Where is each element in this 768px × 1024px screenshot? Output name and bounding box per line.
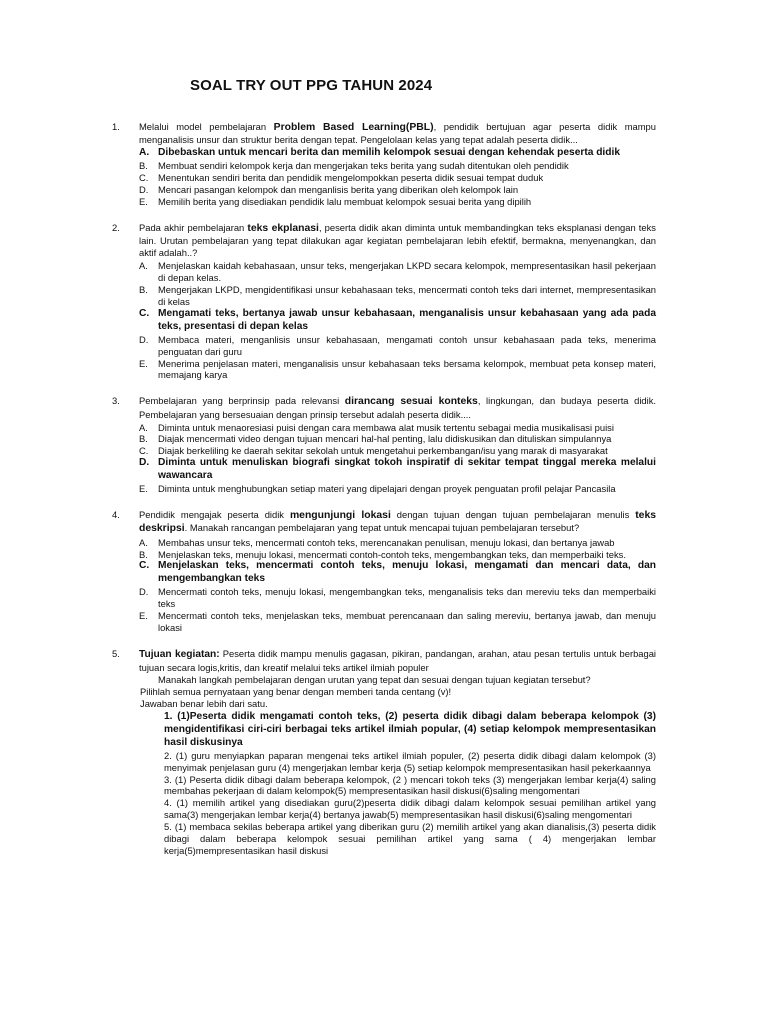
- question-stem: [139, 395, 656, 420]
- question-stem: [139, 509, 656, 535]
- question-1: [112, 121, 656, 208]
- option-text: Memilih berita yang disediakan pendidik lalu membuat kelompok sesuai berita yang dipilih: [158, 195, 532, 207]
- option-item: [139, 160, 656, 172]
- option-item: [139, 308, 656, 334]
- option-text: Mengerjakan LKPD, mengidentifikasi unsur kebahasaan teks, mencermati contoh teks dari internet, mempresentasikan di kelas: [158, 283, 656, 307]
- option-text: Mencari pasangan kelompok dan menganlisis berita yang diberikan oleh kelompok lain: [158, 184, 519, 196]
- option-item: [139, 445, 656, 457]
- option-letter: B.: [139, 548, 148, 560]
- stem-text: Pendidik mengajak peserta didik: [139, 509, 290, 521]
- stem-text: dengan tujuan dengan tujuan pembelajaran menulis: [390, 509, 636, 521]
- stem-keyword: Problem Based Learning(PBL): [273, 122, 434, 134]
- stem-keyword: mengunjungi lokasi: [289, 510, 391, 522]
- question-5: [112, 648, 656, 686]
- stem-keyword: teks ekplanasi: [247, 222, 319, 234]
- option-item: [139, 549, 656, 561]
- option-text: Diminta untuk menghubungkan setiap materi yang dipelajari dengan proyek penguatan profil pelajar Pancasila: [158, 483, 616, 495]
- option-letter: C.: [139, 307, 150, 319]
- question-number: 3.: [112, 395, 120, 407]
- option-item: [139, 433, 656, 445]
- option-letter: A.: [139, 536, 148, 548]
- page-title: SOAL TRY OUT PPG TAHUN 2024: [190, 77, 433, 94]
- option-letter: B.: [139, 433, 148, 445]
- option-item: [139, 358, 656, 382]
- option-text: Diminta untuk menaoresiasi puisi dengan cara membawa alat musik tertentu sebagai media musikalisasi puisi: [158, 421, 614, 433]
- option-text: Dibebaskan untuk mencari berita dan memilih kelompok sesuai dengan kehendak peserta didik: [158, 147, 620, 159]
- option-text: Mengamati teks, bertanya jawab unsur kebahasaan, menganalisis unsur kebahasaan yang ada pada teks, presentasi di depan kelas: [158, 307, 656, 332]
- option-letter: D.: [139, 457, 150, 469]
- option-text: Menjelaskan teks, mencermati contoh teks, menuju lokasi, mengamati dan mencari data, dan mengembangkan teks: [158, 560, 656, 585]
- option-letter: C.: [139, 560, 150, 572]
- stem-text: , pendidik bertujuan agar peserta didik mampu menganalisis unsur dan struktur berita dengan tepat. Pengelolaan kelas yang tepat adalah peserta didik...: [139, 121, 656, 146]
- stem-keyword: teks deskripsi: [139, 510, 656, 535]
- question-stem: [139, 121, 656, 146]
- question-4: [112, 509, 656, 634]
- stem-text: , peserta didik akan diminta untuk membandingkan teks eksplanasi dengan teks lain. Urutan pembelajaran yang tepat dilakukan agar kegiatan pembelajaran lebih efektif, bermakna, menyenangkan, dan aktif adalah..?: [139, 221, 656, 259]
- option-item: [139, 560, 656, 586]
- option-item: [139, 457, 656, 483]
- option-text: Membahas unsur teks, mencermati contoh teks, merencanakan penulisan, menuju lokasi, dan bertanya jawab: [158, 536, 615, 548]
- option-text: Menentukan sendiri berita dan pendidik mengelompokkan peserta didik sesuai tempat duduk: [158, 172, 544, 184]
- option-text: Diajak berkeliling ke daerah sekitar sekolah untuk mengetahui perkembangan/isu yang marak di masyarakat: [158, 445, 608, 457]
- option-item: [139, 147, 656, 160]
- answer-item: 3. (1) Peserta didik dibagi dalam beberapa kelompok, (2 ) mencari tokoh teks (3) mengerjakan lembar kerja(4) saling membahas pekerjaan di dalam kelompok(5) mempresentasikan hasil diskusi(6)saling mengomentari: [164, 773, 656, 797]
- stem-keyword: dirancang sesuai konteks: [344, 396, 478, 408]
- option-text: Diajak mencermati video dengan tujuan mencari hal-hal penting, lalu didiskusikan dan dituliskan simpulannya: [158, 433, 612, 445]
- option-letter: B.: [139, 160, 148, 172]
- option-letter: C.: [139, 445, 149, 457]
- option-item: [139, 284, 656, 308]
- option-list: [139, 537, 656, 635]
- question-prompt: Manakah langkah pembelajaran dengan urutan yang tepat dan sesuai dengan tujuan kegiatan tersebut?: [158, 674, 591, 685]
- option-letter: E.: [139, 357, 148, 369]
- goal-label: Tujuan kegiatan:: [139, 649, 220, 661]
- option-letter: E.: [139, 195, 148, 207]
- option-list: [139, 147, 656, 208]
- option-letter: A.: [139, 147, 150, 159]
- instruction-line: Pilihlah semua pernyataan yang benar dengan memberi tanda centang (v)!: [140, 685, 452, 697]
- instruction-line: Jawaban benar lebih dari satu.: [140, 697, 268, 709]
- option-item: [139, 184, 656, 196]
- question-2: [112, 222, 656, 381]
- question-number: 1.: [112, 121, 120, 133]
- answer-list: [164, 711, 656, 857]
- question-number: 2.: [112, 221, 120, 233]
- option-item: [139, 260, 656, 284]
- stem-text: Pembelajaran yang berprinsip pada relevansi: [139, 395, 345, 407]
- option-letter: A.: [139, 421, 148, 433]
- stem-text: Melalui model pembelajaran: [139, 121, 274, 133]
- option-text: Mencermati contoh teks, menjelaskan teks, membuat perencanaan dan saling mereviu, bertanya jawab, dan menuju lokasi: [158, 610, 656, 634]
- option-item: [139, 172, 656, 184]
- question-number: 4.: [112, 509, 120, 521]
- answer-item: 5. (1) membaca sekilas beberapa artikel yang diberikan guru (2) memilih artikel yang akan dianalisis,(3) peserta didik dibagi dalam beberapa kelompok sesuai pemilihan artikel yang sama ( 4) mengerjakan lembar kerja(5)mempresentasikan hasil diskusi: [164, 821, 656, 857]
- answer-item: 4. (1) memilih artikel yang disediakan guru(2)peserta didik dibagi dalam kelompok sesuai pemilihan artikel yang sama(3) mengerjakan lembar kerja(4) bertanya jawab(5) mempresentasikan hasil diskusi(6)saling mengomentari: [164, 797, 656, 821]
- stem-text: . Manakah rancangan pembelajaran yang tepat untuk mencapai tujuan pembelajaran tersebut?: [184, 522, 580, 534]
- stem-text: , lingkungan, dan budaya peserta didik. Pembelajaran yang bersesuaian dengan prinsip tersebut adalah peserta didik....: [139, 395, 657, 420]
- option-letter: D.: [139, 333, 149, 345]
- option-letter: D.: [139, 586, 149, 598]
- answer-item: 1. (1)Peserta didik mengamati contoh teks, (2) peserta didik dibagi dalam beberapa kelompok (3) mengidentifikasi ciri-ciri berbagai teks artikel ilmiah popular, (4) setiap kelompok mempresentasikan hasil diskusinya: [164, 710, 656, 748]
- option-item: [139, 610, 656, 634]
- option-list: [139, 260, 656, 381]
- option-letter: D.: [139, 184, 149, 196]
- option-item: [139, 483, 656, 495]
- option-letter: C.: [139, 172, 149, 184]
- option-text: Membaca materi, menganlisis unsur kebahasaan, mengamati contoh unsur kebahasaan pada teks, menerima penguatan dari guru: [158, 333, 656, 357]
- question-stem: [139, 222, 656, 259]
- option-letter: A.: [139, 259, 148, 271]
- option-list: [139, 422, 656, 496]
- question-stem: [139, 648, 656, 674]
- answer-item: 2. (1) guru menyiapkan paparan mengenai teks artikel ilmiah populer, (2) peserta didik dibagi dalam kelompok (3) menyimak penjelasan guru (4) mengerjakan lembar kerja (5) setiap kelompok mempresentasikan hasil pekerkaannya: [164, 749, 656, 773]
- option-text: Menjelaskan teks, menuju lokasi, mencermati contoh-contoh teks, mengembangkan teks, dan memperbaiki teks.: [158, 548, 626, 560]
- option-letter: E.: [139, 483, 148, 495]
- option-text: Menerima penjelasan materi, menganalisis unsur kebahasaan teks bersama kelompok, membuat peta konsep materi, memajang karya: [158, 357, 656, 381]
- option-item: [139, 422, 656, 434]
- goal-text: Peserta didik mampu menulis gagasan, pikiran, pandangan, arahan, atau pesan tertulis untuk berbagai tujuan secara logis,kritis, dan kreatif melalui teks artikel ilmiah populer: [139, 648, 657, 674]
- option-text: Mencermati contoh teks, menuju lokasi, mengembangkan teks, menganalisis teks dan mereviu teks dan memperbaiki teks: [158, 586, 656, 610]
- option-letter: B.: [139, 283, 148, 295]
- option-letter: E.: [139, 610, 148, 622]
- option-item: [139, 334, 656, 358]
- option-text: Menjelaskan kaidah kebahasaan, unsur teks, mengerjakan LKPD secara kelompok, mempresentasikan hasil pekerjaan di depan kelas.: [158, 259, 656, 283]
- option-item: [139, 537, 656, 549]
- stem-text: Pada akhir pembelajaran: [139, 221, 248, 233]
- question-list: [112, 121, 656, 634]
- option-item: [139, 586, 656, 610]
- question-3: [112, 395, 656, 495]
- option-text: Diminta untuk menuliskan biografi singkat tokoh inspiratif di sekitar tempat tinggal mereka melalui wawancara: [158, 457, 656, 482]
- question-number: 5.: [112, 648, 120, 660]
- option-text: Membuat sendiri kelompok kerja dan mengerjakan teks berita yang sudah ditentukan oleh pendidik: [158, 160, 569, 172]
- option-item: [139, 196, 656, 208]
